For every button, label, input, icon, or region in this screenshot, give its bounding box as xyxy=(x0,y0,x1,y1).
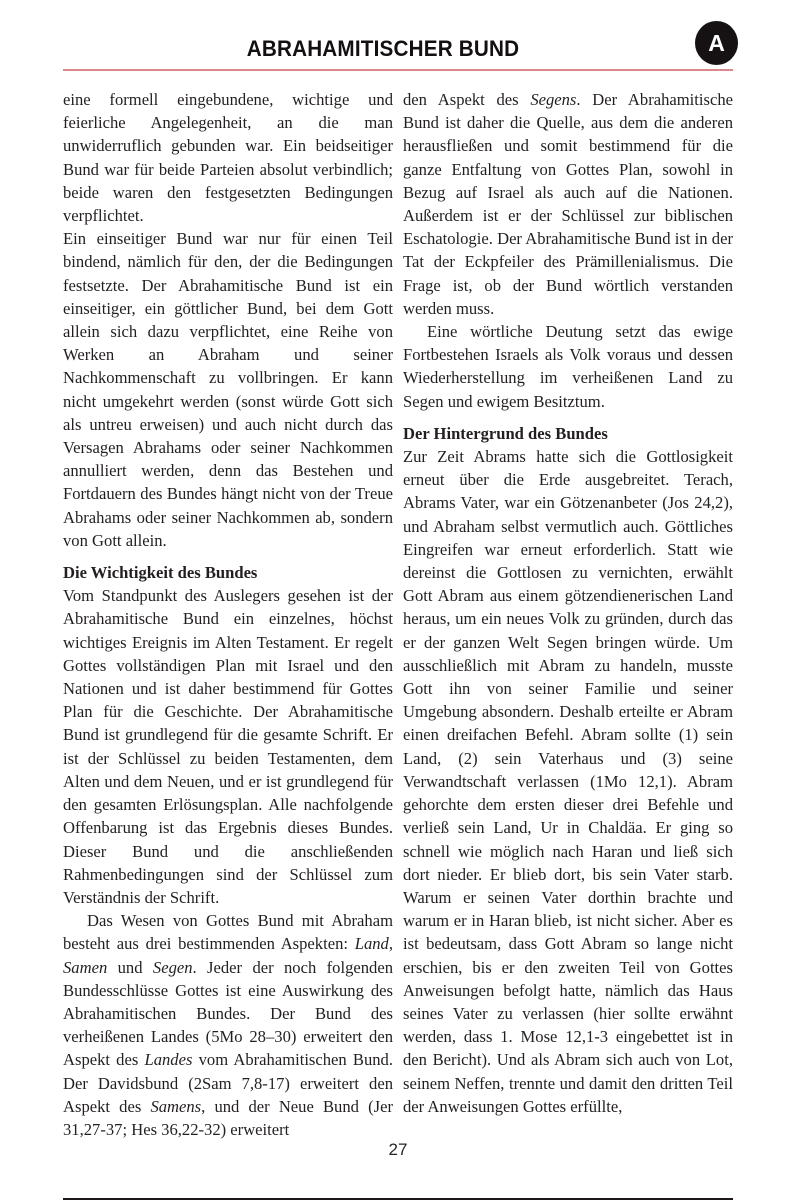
text-run: den Aspekt des xyxy=(403,90,531,109)
text-run: Eine wörtliche Deutung setzt das ewige Fortbestehen Israels als Volk voraus und dessen Wiederherstellung im verheißenen Land zu Segen und ewigem Besitztum. xyxy=(403,322,733,411)
section-heading: Der Hintergrund des Bundes xyxy=(403,423,608,443)
section-heading: Die Wichtigkeit des Bundes xyxy=(63,563,258,583)
text-run: , xyxy=(388,934,393,954)
two-column-text xyxy=(63,88,733,1141)
text-run: vom Abrahamitischen Bund. Der Davidsbund (2Sam 7,8-17) erweitert den Aspekt des xyxy=(63,1050,393,1116)
column-right xyxy=(403,88,733,1141)
text-run: eine formell eingebundene, wichtige und feierliche Angelegenheit, an die man unwiderruflich gebunden war. Ein beidseitiger Bund war für beide Parteien absolut verbindlich; beide waren den festgesetzten Bedingungen verpflichtet. xyxy=(63,90,393,226)
italic-run: Samens xyxy=(150,1096,202,1116)
body-paragraph xyxy=(403,88,733,320)
italic-run: Land xyxy=(354,934,389,954)
body-paragraph xyxy=(63,584,393,909)
body-paragraph xyxy=(63,909,393,1141)
text-run: Ein einseitiger Bund war nur für einen Teil bindend, nämlich für den, der die Bedingungen festsetzte. Der Abrahamitische Bund ist ein einseitiger, ein göttlicher Bund, bei dem Gott allein sich dazu verpflichtet, eine Reihe von Werken an Abraham und seiner Nachkommenschaft zu vollbringen. Er kann nicht umgekehrt werden (sonst würde Gott sich als untreu erweisen) und auch nicht durch das Versagen Abrahams oder seiner Nachkommen annulliert werden, denn das Bestehen und Fortdauern des Bundes hängt nicht von der Treue Abrahams oder seiner Nachkommen ab, sondern von Gott allein. xyxy=(63,229,393,550)
body-paragraph xyxy=(63,227,393,552)
alphabet-letter: A xyxy=(708,29,725,56)
text-run: . Jeder der noch folgenden Bundesschlüsse Gottes ist eine Auswirkung des Abrahamitischen Bundes. Der Bund des verheißenen Landes (5Mo 28–30) erweitert den Aspekt des xyxy=(63,957,393,1070)
text-run: Das Wesen von Gottes Bund mit Abraham besteht aus drei bestimmenden Aspekten: xyxy=(63,911,393,954)
body-paragraph xyxy=(403,320,733,413)
italic-run: Segen xyxy=(152,957,193,977)
text-run: und xyxy=(107,957,153,977)
text-run: Vom Standpunkt des Auslegers gesehen ist der Abrahamitische Bund ein einzelnes, höchst wichtiges Ereignis im Alten Testament. Er regelt Gottes vollständigen Plan mit Israel und den Nationen und ist daher bestimmend für Gottes Plan für die Geschichte. Der Abrahamitische Bund ist grundlegend für die gesamte Schrift. Er ist der Schlüssel zu beiden Testamenten, dem Alten und dem Neuen, und er ist grundlegend für den gesamten Erlösungsplan. Alle nachfolgende Offenbarung ist das Ergebnis dieses Bundes. Dieser Bund und die anschließenden Rahmenbedingungen sind der Schlüssel zum Verständnis der Schrift. xyxy=(63,586,393,907)
header-rule xyxy=(63,69,733,71)
column-left xyxy=(63,88,393,1141)
text-run: . Der Abrahamitische Bund ist daher die Quelle, aus dem die anderen herausfließen und somit bestimmend für die ganze Entfaltung von Gottes Plan, sowohl in Bezug auf Israel als auch auf die Nationen. Außerdem ist er der Schlüssel zur biblischen Eschatologie. Der Abrahamitische Bund ist in der Tat der Eckpfeiler des Prämillenialismus. Die Frage ist, ob der Bund wörtlich verstanden werden muss. xyxy=(403,90,733,318)
italic-run: Segens xyxy=(530,90,577,109)
text-run: , und der Neue Bund (Jer 31,27-37; Hes 36,22-32) erweitert xyxy=(63,1096,393,1139)
page-number: 27 xyxy=(388,1140,408,1159)
text-run: Zur Zeit Abrams hatte sich die Gottlosigkeit erneut über die Erde ausgebreitet. Terach, Abrams Vater, war ein Götzenanbeter (Jos 24,2), und Abraham selbst vermutlich auch. Göttliches Eingreifen war erneut erforderlich. Statt wie dereinst die Gottlosen zu vernichten, erwählt Gott Abram aus einem götzendienerischen Land heraus, um ein neues Volk zu gründen, durch das er der ganzen Welt Segen bringen würde. Um ausschließlich mit Abram zu handeln, musste Gott ihn von seiner Familie und seiner Umgebung absondern. Deshalb erteilte er Abram einen dreifachen Befehl. Abram sollte (1) sein Land, (2) sein Vaterhaus und (3) seine Verwandtschaft verlassen (1Mo 12,1). Abram gehorchte dem ersten dieser drei Befehle und verließ sein Land, Ur in Chaldäa. Er ging so schnell wie möglich nach Haran und ließ sich dort nieder. Er blieb dort, bis sein Vater starb. Warum er seinen Vater dorthin brachte und warum er in Haran blieb, ist nicht sicher. Aber es ist bedeutsam, dass Gott Abram so lange nicht erschien, bis er den zweiten Teil von Gottes Anweisungen befolgt hatte, nämlich das Haus seines Vater zu verlassen (hier sollte erwähnt werden, dass 1. Mose 12,1-3 eingebettet ist in den Bericht). Und als Abram sich auch von Lot, seinem Neffen, trennte und damit den dritten Teil der Anweisungen Gottes erfüllte, xyxy=(403,447,733,1116)
alphabet-letter-badge xyxy=(695,21,738,65)
body-paragraph xyxy=(63,88,393,227)
page-title: ABRAHAMITISCHER BUND xyxy=(246,36,520,61)
body-paragraph xyxy=(403,445,733,1118)
italic-run: Samen xyxy=(63,957,108,977)
italic-run: Landes xyxy=(144,1050,193,1070)
